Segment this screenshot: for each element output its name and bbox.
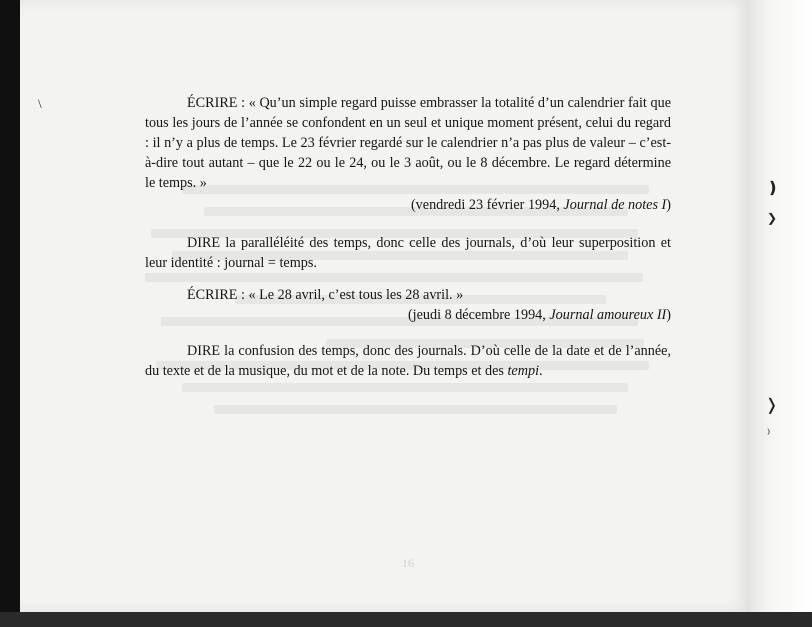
source-1-text: (vendredi 23 février 1994, bbox=[410, 197, 564, 213]
source-1-close: ) bbox=[666, 197, 671, 213]
binding-mark-right-1: ❫ bbox=[766, 180, 780, 197]
source-1-title: Journal de notes I bbox=[563, 197, 667, 213]
source-citation-2 bbox=[145, 305, 671, 325]
source-2-close: ) bbox=[666, 307, 671, 323]
paragraph-dire-2-text: DIRE la confusion des temps, donc des journals. D’où celle de la date et de l’année, du texte et de la musique, du mot et de la note. Du temps et des bbox=[145, 343, 671, 379]
source-citation-1 bbox=[145, 195, 671, 215]
binding-mark-right-4: ⁾ bbox=[767, 426, 771, 441]
source-2-title: Journal amoureux II bbox=[549, 307, 667, 323]
scan-edge-bottom bbox=[0, 612, 812, 627]
source-2-text: (jeudi 8 décembre 1994, bbox=[407, 307, 550, 323]
scan-margin-right bbox=[750, 0, 812, 627]
binding-mark-right-2: ❯ bbox=[767, 211, 778, 225]
binding-mark-left: \ bbox=[38, 96, 42, 111]
paragraph-dire-2-end: . bbox=[539, 363, 543, 379]
text-column bbox=[145, 93, 671, 381]
paragraph-ecrire-1: ÉCRIRE : « Qu’un simple regard puisse embrasser la totalité d’un calendrier fait que tous les jours de l’année se confondent en un seul et unique moment présent, celui du regard : il n’y a plus de temps. Le 23 février regardé sur le calendrier n’a pas plus de valeur – c’est-à-dire tout autant – que le 22 ou le 24, ou le 3 août, ou le 8 décembre. Le regard détermine le temps. » bbox=[145, 95, 671, 191]
paragraph-ecrire-2: ÉCRIRE : « Le 28 avril, c’est tous les 28 avril. » bbox=[187, 287, 464, 303]
paragraph-dire-1: DIRE la paralléléité des temps, donc celle des journals, d’où leur superposition et leur identité : journal = temps. bbox=[145, 235, 671, 271]
page-number: 16 bbox=[402, 556, 414, 570]
paragraph-dire-2-italic: tempi bbox=[507, 363, 540, 379]
binding-mark-right-3: ❭ bbox=[765, 397, 779, 414]
paragraph-dire-2 bbox=[145, 341, 671, 381]
